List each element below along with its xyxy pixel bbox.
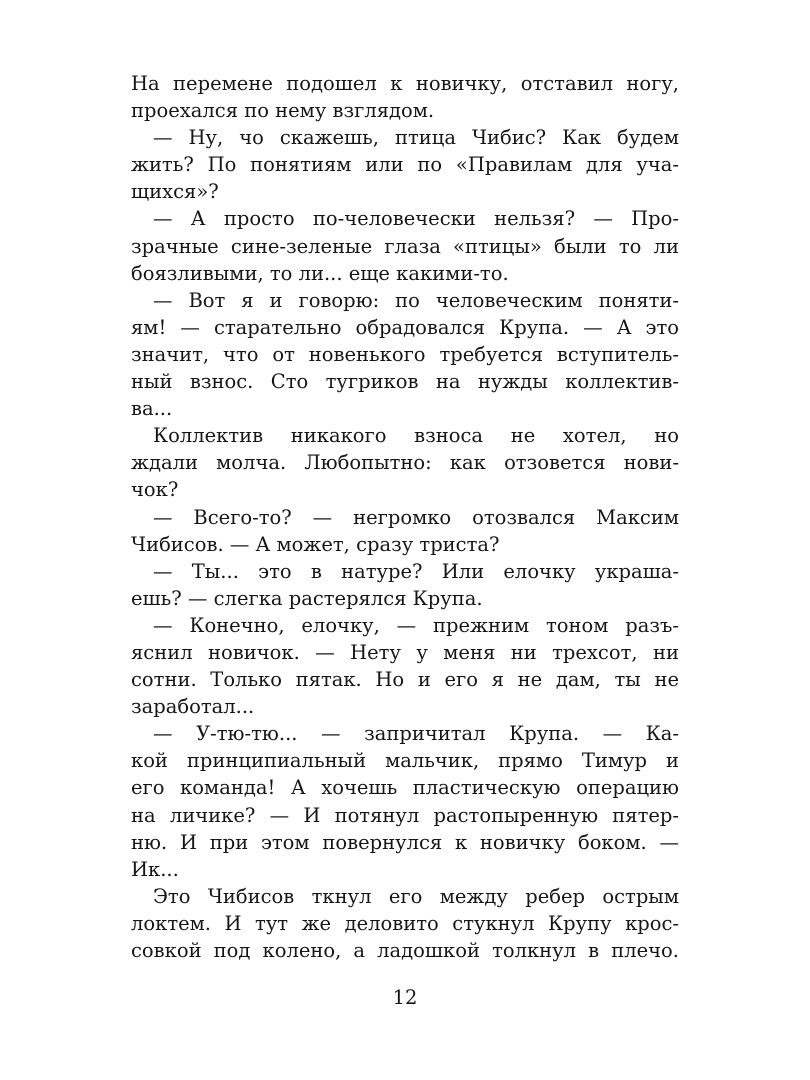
text-line: ный взнос. Сто тугриков на нужды коллектив- [131, 370, 679, 394]
text-line: — Конечно, елочку, — прежним тоном разъ- [153, 613, 679, 637]
text-line: ню. И при этом повернулся к новичку боком. — [131, 830, 679, 854]
text-line: жить? По понятиям или по «Правилам для уча- [131, 153, 679, 177]
text-line: ждали молча. Любопытно: как отзовется нови- [131, 451, 679, 475]
text-line: Чибисов. — А может, сразу триста? [131, 532, 500, 556]
text-line: значит, что от новенького требуется вступитель- [131, 342, 679, 366]
text-line: ва... [131, 397, 173, 421]
text-line: боязливыми, то ли... еще какими-то. [131, 261, 509, 285]
text-line: проехался по нему взглядом. [131, 99, 435, 123]
text-line: заработал... [131, 695, 255, 719]
text-line: — Вот я и говорю: по человеческим поняти- [153, 288, 679, 312]
text-line: его команда! А хочешь пластическую операцию [131, 776, 679, 800]
text-line: — Ну, чо скажешь, птица Чибис? Как будем [153, 126, 679, 150]
text-line: — А просто по-человечески нельзя? — Про- [153, 207, 679, 231]
text-line: совкой под колено, а ладошкой толкнул в плечо. [131, 939, 679, 962]
text-line: локтем. И тут же деловито стукнул Крупу крос- [131, 911, 679, 935]
page-body [131, 70, 679, 964]
text-line: — У-тю-тю... — запричитал Крупа. — Ка- [153, 722, 679, 746]
text-line: Ик... [131, 857, 179, 881]
text-line: Это Чибисов ткнул его между ребер острым [153, 884, 679, 908]
text-line: Коллектив никакого взноса не хотел, но [153, 424, 679, 448]
text-line: кой принципиальный мальчик, прямо Тимур и [131, 749, 679, 773]
text-line: яснил новичок. — Нету у меня ни трехсот, ни [131, 640, 679, 664]
text-line: чок? [131, 478, 179, 502]
text-line: ям! — старательно обрадовался Крупа. — А это [131, 315, 679, 339]
text-line: На перемене подошел к новичку, отставил ногу, [131, 72, 679, 95]
text-line: — Ты... это в натуре? Или елочку украша- [153, 559, 679, 583]
page-number: 12 [392, 986, 418, 1009]
text-line: зрачные сине-зеленые глаза «птицы» были то ли [131, 234, 679, 258]
text-line: сотни. Только пятак. Но и его я не дам, ты не [131, 668, 679, 692]
text-line: ешь? — слегка растерялся Крупа. [131, 586, 483, 610]
text-line: щихся»? [131, 180, 219, 204]
text-line: на личике? — И потянул растопыренную пятер- [131, 803, 679, 827]
text-line: — Всего-то? — негромко отозвался Максим [153, 505, 679, 529]
